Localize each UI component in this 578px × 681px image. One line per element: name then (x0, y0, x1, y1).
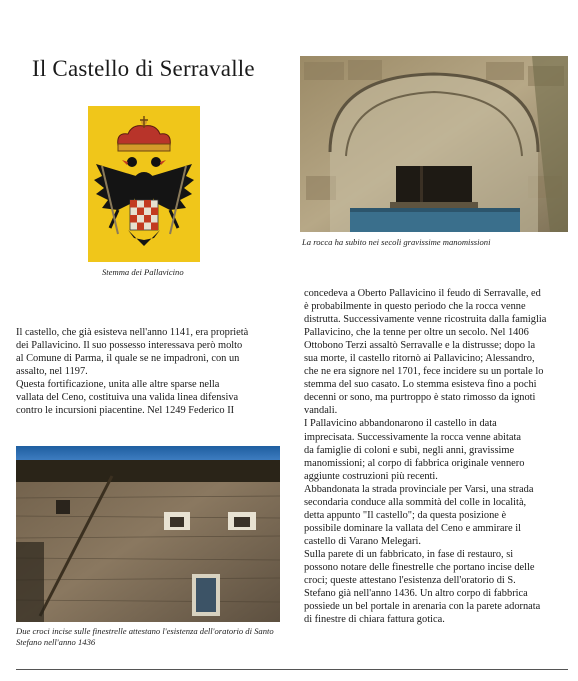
text-line: croci; queste attestano l'esistenza dell'oratorio di S. (304, 575, 516, 587)
text-line: Abbandonata la strada provinciale per Varsi, una strada (304, 483, 534, 495)
windows-wall-photo (16, 446, 280, 622)
fortress-photo-caption: La rocca ha subito nei secoli gravissime manomissioni (302, 237, 491, 247)
double-headed-eagle-icon (88, 106, 200, 262)
text-line: concedeva a Oberto Pallavicino il feudo di Serravalle, ed (304, 288, 541, 299)
text-line: possibile dominare la vallata del Ceno e ammirare il (304, 522, 521, 534)
text-line: al Comune di Parma, il quale se ne impadronì, con un (16, 353, 240, 365)
text-line: I Pallavicino abbandonarono il castello in data (304, 418, 497, 430)
page-title: Il Castello di Serravalle (32, 56, 255, 81)
text-line: possono notare delle finestrelle che portano incise delle (304, 561, 535, 573)
text-line: Stefano già nell'anno 1436. Un altro corpo di fabbrica (304, 588, 528, 600)
text-line: Questa fortificazione, unita alle altre sparse nella (16, 379, 220, 391)
text-line: Ottobono Terzi assaltò Serravalle e la distrusse; dopo la (304, 340, 536, 352)
stone-wall-image (16, 446, 280, 622)
windows-photo-caption (16, 626, 288, 647)
text-line: possiede un bel portale in arenaria con la parete adornata (304, 601, 541, 613)
text-line: castello di Varano Melegari. (304, 535, 421, 547)
text-line: vandali. (304, 405, 338, 417)
text-line: di finestre di chiara fattura gotica. (304, 614, 445, 626)
left-column-text (16, 326, 286, 417)
text-line: vallata del Ceno, costituiva una valida linea difensiva (16, 392, 239, 404)
text-line: detta appunto "Il castello"; da questa posizione è (304, 509, 507, 521)
text-line: imprecisata. Successivamente la rocca venne abitata (304, 431, 521, 443)
coat-of-arms-image (88, 106, 200, 262)
text-line: Pallavicino, che la tenne per oltre un secolo. Nel 1406 (304, 327, 529, 339)
text-line: sua morte, il castello ritornò ai Pallavicino; Alessandro, (304, 353, 535, 365)
text-line: stemma del suo casato. Lo stemma esisteva fino a pochi (304, 379, 537, 391)
fortress-arch-photo (300, 56, 568, 232)
text-line: che ne era signore nel 1701, fece incidere su un portale lo (304, 366, 544, 378)
stone-arch-image (300, 56, 568, 232)
text-line: decenni or sono, ma purtroppo è stato rimosso da ignoti (304, 392, 536, 404)
text-line: contro le incursioni piacentine. Nel 1249 Federico II (16, 405, 235, 417)
text-line: assalto, nel 1197. (16, 366, 88, 378)
caption-line: Due croci incise sulle finestrelle attestano l'esistenza dell'oratorio di Santo (16, 626, 274, 636)
text-line: Sulla parete di un fabbricato, in fase di restauro, si (304, 548, 514, 560)
text-line: da famiglie di coloni e subì, negli anni, gravissime (304, 444, 515, 456)
page-bottom-rule (16, 669, 568, 670)
right-column-text (304, 287, 572, 626)
text-line: distrutta. Successivamente venne ricostruita dalla famiglia (304, 314, 547, 326)
text-line: è probabilmente in questo periodo che la rocca venne (304, 301, 526, 313)
coat-of-arms-caption: Stemma dei Pallavicino (102, 267, 184, 277)
text-line: aggiunte costruzioni più recenti. (304, 470, 438, 482)
caption-line: Stefano nell'anno 1436 (16, 636, 96, 647)
text-line: secondaria conduce alla sommità del colle in località, (304, 496, 527, 508)
text-line: dei Pallavicino. Il suo possesso interessava però molto (16, 340, 243, 352)
text-line: Il castello, che già esisteva nell'anno 1141, era proprietà (16, 327, 249, 338)
text-line: manomissioni; al corpo di fabbrica originale vennero (304, 457, 525, 469)
